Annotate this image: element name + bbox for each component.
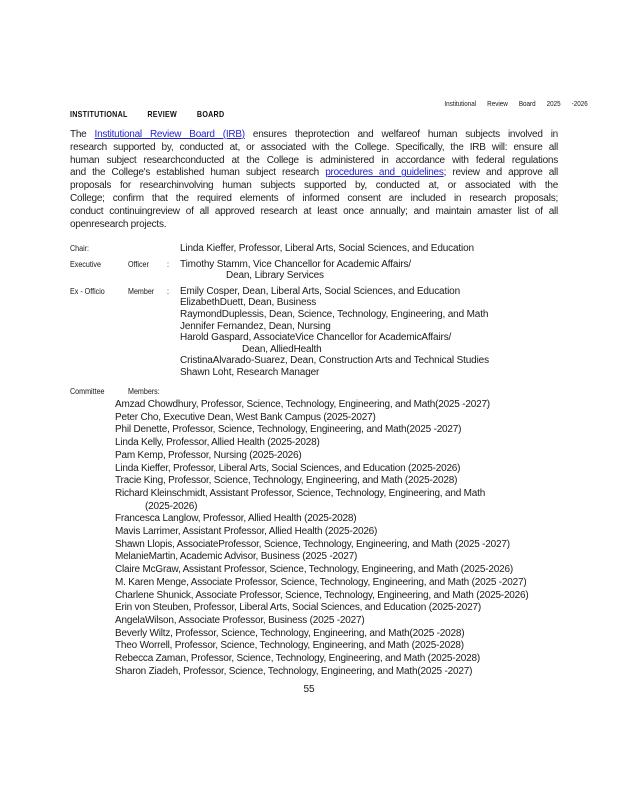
committee-label-text: Members: — [128, 386, 160, 396]
committee-member: Sharon Ziadeh, Professor, Science, Technology, Engineering, and Math(2025 -2027) — [115, 665, 473, 677]
roster-entry: Jennifer Fernandez, Dean, Nursing — [180, 320, 331, 332]
page-title-text: INSTITUTIONAL REVIEW BOARD — [70, 109, 225, 119]
committee-member: Charlene Shunick, Associate Professor, Science, Technology, Engineering, and Math (2025-2026) — [115, 589, 529, 601]
roster-entry: Timothy Stamm, Vice Chancellor for Academic Affairs/ — [180, 258, 411, 270]
committee-member: Phil Denette, Professor, Science, Technology, Engineering, and Math(2025 -2027) — [115, 424, 462, 436]
roster-role-label — [70, 243, 93, 255]
roster-entry: ElizabethDuett, Dean, Business — [180, 297, 317, 309]
paragraph-line — [70, 180, 558, 193]
committee-label — [128, 386, 166, 396]
committee-label-text: Committee — [70, 386, 105, 396]
roster-entry: Dean, Library Services — [226, 270, 324, 282]
roster-row — [70, 286, 588, 379]
roster-entry: Harold Gaspard, AssociateVice Chancellor for AcademicAffairs/ — [180, 332, 452, 344]
link-institutional-review-board[interactable]: Institutional Review Board (IRB) — [94, 129, 245, 140]
roster-role-label-text: : — [167, 258, 169, 269]
roster-values — [180, 286, 588, 379]
paragraph-line — [70, 155, 558, 168]
roster-row — [70, 259, 588, 282]
header-right-text: Institutional Review Board 2025 -2026 — [444, 99, 588, 108]
paragraph-line — [70, 142, 558, 155]
roster-role-label-text: Ex - Officio — [70, 285, 105, 296]
paragraph-text: The — [70, 129, 95, 140]
roster-role-label — [167, 286, 169, 298]
paragraph-line — [70, 129, 558, 142]
committee-member: Pam Kemp, Professor, Nursing (2025-2026) — [115, 449, 302, 461]
committee-member: Rebecca Zaman, Professor, Science, Technology, Engineering, and Math (2025-2028) — [115, 653, 480, 665]
roster-role-label-text: Executive — [70, 258, 101, 269]
paragraph-line — [70, 219, 558, 232]
paragraph-text: ensures theprotection and welfareof human subjects involved in — [244, 129, 558, 140]
roster-values — [180, 259, 588, 282]
committee-member: Richard Kleinschmidt, Assistant Professor, Science, Technology, Engineering, and Math — [115, 487, 486, 499]
committee-member: Beverly Wiltz, Professor, Science, Technology, Engineering, and Math(2025 -2028) — [115, 627, 465, 639]
roster-role-label — [128, 286, 159, 298]
committee-member: Claire McGraw, Assistant Professor, Science, Technology, Engineering, and Math (2025-2026) — [115, 564, 513, 576]
roster-role-label — [167, 259, 169, 271]
paragraph-line — [70, 206, 558, 219]
roster-role-label — [70, 243, 180, 255]
paragraph-text: ; review and approve all — [443, 167, 558, 179]
paragraph-text: and the College's established human subject research — [70, 167, 326, 179]
paragraph-line — [70, 193, 558, 206]
roster-role-label-text: : — [167, 285, 169, 296]
roster-role-label — [70, 259, 180, 282]
roster-entry: Shawn Loht, Research Manager — [180, 366, 320, 378]
roster-entry: Emily Cosper, Dean, Liberal Arts, Social Sciences, and Education — [180, 285, 460, 297]
committee-member: Peter Cho, Executive Dean, West Bank Campus (2025-2027) — [115, 411, 376, 423]
roster-values — [180, 243, 588, 255]
committee-members-label — [70, 386, 588, 399]
roster-role-label-text: Officer — [128, 258, 149, 269]
committee-member: Linda Kieffer, Professor, Liberal Arts, Social Sciences, and Education (2025-2026) — [115, 462, 461, 474]
board-roster — [70, 243, 588, 383]
committee-member: Tracie King, Professor, Science, Technology, Engineering, and Math (2025-2028) — [115, 475, 458, 487]
committee-members-list — [115, 399, 588, 678]
committee-member: Theo Worrell, Professor, Science, Technology, Engineering, and Math (2025-2028) — [115, 640, 464, 652]
page-header-right — [417, 99, 588, 108]
committee-member: MelanieMartin, Academic Advisor, Business (2025 -2027) — [115, 551, 358, 563]
committee-member: AngelaWilson, Associate Professor, Business (2025 -2027) — [115, 614, 365, 626]
roster-role-label — [70, 286, 180, 379]
roster-row — [70, 243, 588, 255]
roster-entry: CristinaAlvarado-Suarez, Dean, Construction Arts and Technical Studies — [180, 355, 489, 367]
page-title — [70, 109, 254, 119]
link-procedures-and-guidelines[interactable]: procedures and guidelines — [325, 167, 444, 179]
paragraph-text: human subject researchconducted at the College is administered in accordance with federal regulations — [70, 154, 558, 166]
committee-member: Linda Kelly, Professor, Allied Health (2025-2028) — [115, 437, 320, 449]
committee-member: M. Karen Menge, Associate Professor, Science, Technology, Engineering, and Math (2025 -2027) — [115, 576, 527, 588]
paragraph-text: openresearch projects. — [70, 218, 167, 230]
committee-member: Shawn Llopis, AssociateProfessor, Science, Technology, Engineering, and Math (2025 -2027) — [115, 538, 510, 550]
roster-role-label — [70, 286, 111, 298]
committee-member: Amzad Chowdhury, Professor, Science, Technology, Engineering, and Math(2025 -2027) — [115, 399, 490, 410]
committee-member: Francesca Langlow, Professor, Allied Health (2025-2028) — [115, 513, 357, 525]
committee-member: Erin von Steuben, Professor, Liberal Arts, Social Sciences, and Education (2025-2027) — [115, 602, 482, 614]
roster-role-label-text: Member — [128, 285, 155, 296]
paragraph-text: conduct continuingreview of all approved research at least once annually; and maintain amaster list of all — [70, 205, 558, 217]
paragraph-text: research supported by, conducted at, or associated with the College. Specifically, the IRB will: ensure all — [70, 141, 558, 153]
roster-role-label — [70, 259, 107, 271]
committee-section — [70, 386, 588, 678]
page-number: 55 — [303, 684, 315, 695]
paragraph-text: proposals for researchinvolving human subjects supported by, conducted at, or associated with the — [70, 180, 558, 192]
committee-member: Mavis Larrimer, Assistant Professor, Allied Health (2025-2026) — [115, 526, 378, 538]
paragraph-line — [70, 167, 558, 180]
roster-entry: Dean, AlliedHealth — [242, 343, 322, 355]
committee-member: (2025-2026) — [145, 500, 198, 512]
committee-label — [70, 386, 111, 396]
intro-paragraph — [70, 129, 558, 231]
roster-entry: Linda Kieffer, Professor, Liberal Arts, Social Sciences, and Education — [180, 243, 474, 254]
roster-entry: RaymondDuplessis, Dean, Science, Technology, Engineering, and Math — [180, 308, 489, 320]
roster-role-label-text: Chair: — [70, 243, 90, 253]
paragraph-text: College; confirm that the required elements of informed consent are included in research proposals; — [70, 192, 558, 204]
roster-role-label — [128, 259, 153, 271]
